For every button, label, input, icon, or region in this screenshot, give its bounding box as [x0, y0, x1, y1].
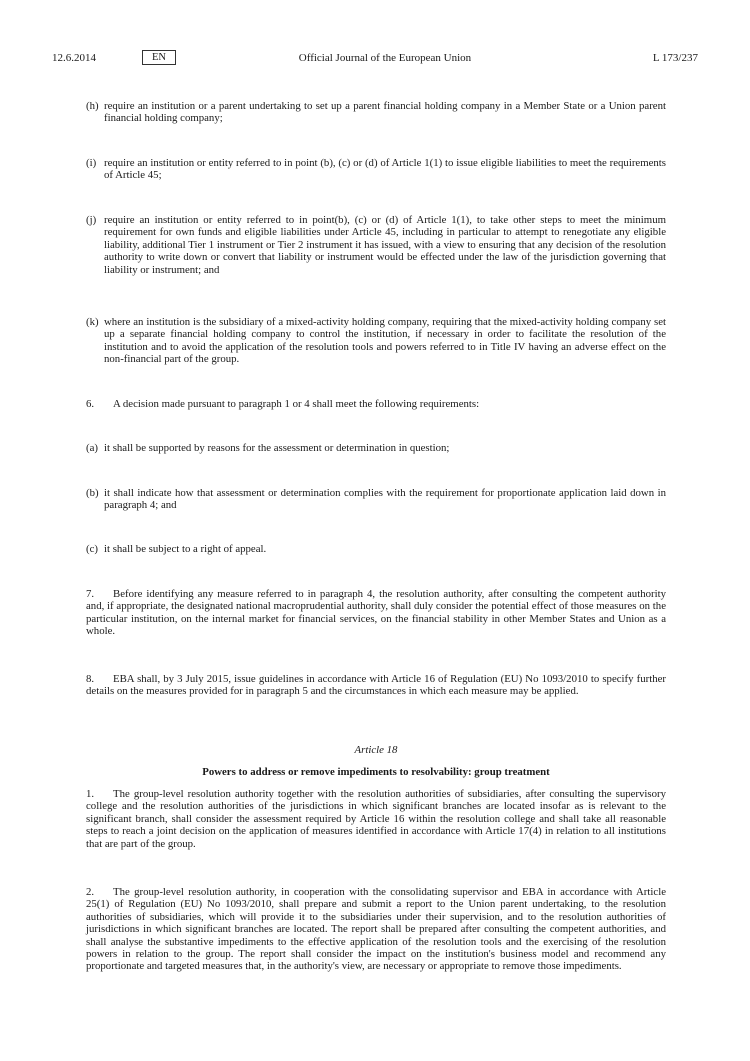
article-title: Powers to address or remove impediments to resolvability: group treatment	[202, 766, 550, 778]
paragraph-6	[86, 398, 666, 410]
list-item-c	[86, 543, 666, 555]
page-reference: L 173/237	[652, 52, 698, 64]
paragraph-number: 2.	[86, 886, 95, 898]
list-item-j	[86, 214, 666, 276]
journal-title: Official Journal of the European Union	[298, 52, 472, 64]
list-item-k	[86, 316, 666, 366]
item-text: require an institution or entity referred to in point(b), (c) or (d) of Article 1(1), to take other steps to meet the minimum requirement for own funds and eligible liabilities under Article 45, including in particular to attempt to renegotiate any eligible liability, additional Tier 1 instrument or Tier 2 instrument it has issued, with a view to ensuring that any decision of the resolution authority to write down or convert that liability or instrument would be effected under the law of the jurisdiction governing that liability or instrument; and	[104, 214, 666, 276]
article-number: Article 18	[354, 744, 398, 756]
paragraph-8	[86, 673, 666, 698]
language-badge: EN	[142, 50, 176, 65]
item-label: (k)	[86, 316, 99, 328]
paragraph-text: Before identifying any measure referred to in paragraph 4, the resolution authority, after consulting the competent authority and, if appropriate, the designated national macroprudential authority, shall duly consider the potential effect of those measures on the particular institution, on the internal market for financial services, on the financial stability in other Member States and Union as a whole.	[86, 588, 666, 638]
list-item-h	[86, 100, 666, 125]
article-18-paragraph-1	[86, 788, 666, 850]
paragraph-text: The group-level resolution authority together with the resolution authorities of subsidiaries, after consulting the supervisory college and the resolution authorities of the jurisdictions in which significant branches are located insofar as is relevant to the significant branch, shall consider the assessment required by Article 16 within the resolution college and shall take all reasonable steps to reach a joint decision on the application of measures identified in accordance with Article 17(4) in relation to all institutions that are part of the group.	[86, 788, 666, 850]
list-item-i	[86, 157, 666, 182]
item-text: it shall be subject to a right of appeal.	[104, 543, 267, 555]
paragraph-text: EBA shall, by 3 July 2015, issue guidelines in accordance with Article 16 of Regulation (EU) No 1093/2010 to specify further details on the measures provided for in paragraph 5 and the circumstances in which each measure may be applied.	[86, 673, 666, 698]
item-label: (b)	[86, 487, 99, 499]
publication-date: 12.6.2014	[52, 52, 96, 64]
paragraph-text: The group-level resolution authority, in cooperation with the consolidating supervisor and EBA in accordance with Article 25(1) of Regulation (EU) No 1093/2010, shall prepare and submit a report to the Union parent undertaking, to the resolution authorities of subsidiaries, which will provide it to the subsidiaries under their supervision, and to the resolution authorities of jurisdictions in which significant branches are located. The report shall be prepared after consulting the competent authorities, and shall analyse the substantive impediments to the effective application of the resolution tools and the exercising of the resolution powers in relation to the group. The report shall consider the impact on the institution's business model and recommend any proportionate and targeted measures that, in the authority's view, are necessary or appropriate to remove those impediments.	[86, 886, 666, 973]
item-text: it shall be supported by reasons for the assessment or determination in question;	[104, 442, 450, 454]
item-text: require an institution or a parent undertaking to set up a parent financial holding company in a Member State or a Union parent financial holding company;	[104, 100, 666, 125]
paragraph-number: 6.	[86, 398, 95, 410]
list-item-b	[86, 487, 666, 512]
item-label: (a)	[86, 442, 98, 454]
paragraph-number: 7.	[86, 588, 95, 600]
item-label: (i)	[86, 157, 97, 169]
item-label: (h)	[86, 100, 99, 112]
item-text: require an institution or entity referred to in point (b), (c) or (d) of Article 1(1) to issue eligible liabilities to meet the requirements of Article 45;	[104, 157, 666, 182]
list-item-a	[86, 442, 666, 454]
item-label: (c)	[86, 543, 98, 555]
page-header	[52, 52, 698, 68]
paragraph-text: A decision made pursuant to paragraph 1 or 4 shall meet the following requirements:	[113, 398, 480, 410]
paragraph-number: 1.	[86, 788, 95, 800]
item-label: (j)	[86, 214, 97, 226]
paragraph-number: 8.	[86, 673, 95, 685]
item-text: it shall indicate how that assessment or determination complies with the requirement for proportionate application laid down in paragraph 4; and	[104, 487, 666, 512]
paragraph-7	[86, 588, 666, 638]
article-18-paragraph-2	[86, 886, 666, 973]
item-text: where an institution is the subsidiary of a mixed-activity holding company, requiring that the mixed-activity holding company set up a separate financial holding company to control the institution, if necessary in order to facilitate the resolution of the institution and to avoid the application of the resolution tools and powers referred to in Title IV having an adverse effect on the non-financial part of the group.	[104, 316, 666, 366]
